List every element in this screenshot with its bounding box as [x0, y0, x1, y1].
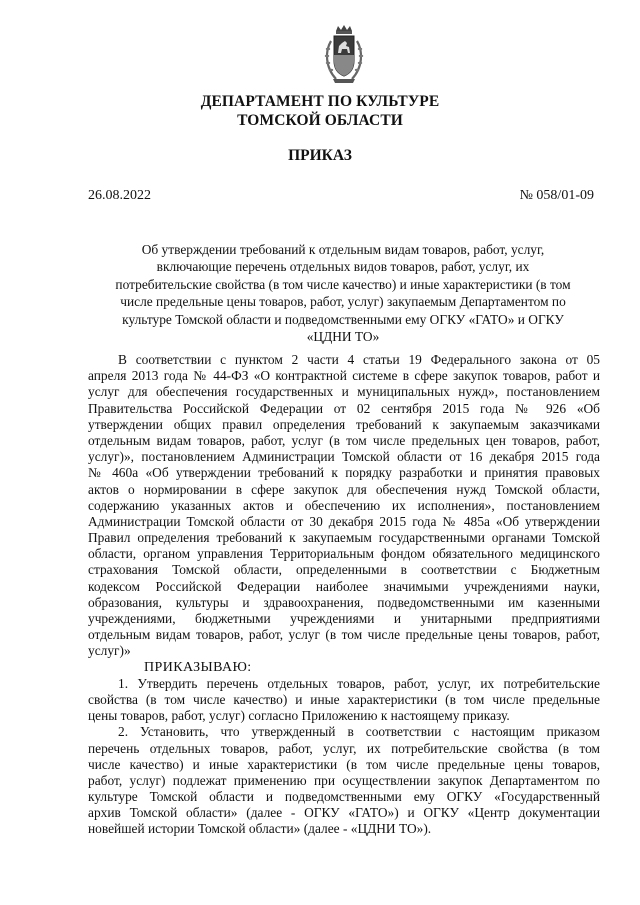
tomsk-oblast-coat-of-arms-icon	[323, 25, 365, 85]
item-line: цены товаров, работ, услуг) согласно Приложению к настоящему приказу.	[88, 708, 510, 724]
subject-line: Об утверждении требований к отдельным видам товаров, работ, услуг,	[141, 242, 545, 257]
document-number: № 058/01-09	[519, 188, 594, 203]
item-line: 2. Установить, что утвержденный в соответствии с настоящим приказом	[118, 724, 600, 740]
item-line: перечень отдельных товаров, работ, услуг, их потребительские свойства (в том	[88, 740, 600, 756]
preamble-line: страхования Томской области, определенными в соответствии с Бюджетным	[88, 562, 600, 578]
item-line: культуре Томской области и подведомственными ему ОГКУ «Государственный	[88, 789, 600, 805]
subject-line: «ЦДНИ ТО»	[306, 329, 380, 345]
subject-line: потребительские свойства (в том числе качество) и иные характеристики (в том	[115, 276, 571, 292]
preamble-line: услуг)», постановлением Администрации Томской области от 16 декабря 2015 года	[88, 449, 600, 465]
preamble-line: актов о нормировании в сфере закупок для обеспечения нужд Томской области,	[88, 481, 600, 497]
preamble-line: содержанию указанных актов и обеспечению их исполнения», постановлением	[88, 497, 600, 513]
department-name-line1: ДЕПАРТАМЕНТ ПО КУЛЬТУРЕ	[200, 93, 440, 110]
document-subject	[82, 241, 604, 345]
subject-line: числе предельные цены товаров, работ, услуг) закупаемым Департаментом по	[120, 294, 566, 310]
item-line: 1. Утвердить перечень отдельных товаров, работ, услуг, их потребительские	[118, 675, 600, 691]
document-type-title: ПРИКАЗ	[288, 147, 352, 164]
preamble-line: Администрации Томской области от 30 декабря 2015 года № 485а «Об утверждении	[88, 513, 600, 529]
preamble-paragraph	[88, 352, 600, 660]
preamble-line: Правил определения требований к закупаемым государственными органами Томской	[88, 530, 600, 546]
preamble-line: утверждении общих правил определения требований к закупаемым заказчиками	[88, 416, 600, 432]
preamble-line: апреля 2013 года № 44-ФЗ «О контрактной системе в сфере закупок товаров, работ и	[88, 368, 600, 384]
preamble-line: отдельным видам товаров, работ, услуг (в том числе предельных цен товаров, работ,	[88, 432, 600, 448]
department-name-line2: ТОМСКОЙ ОБЛАСТИ	[237, 112, 403, 129]
document-body	[88, 352, 600, 838]
preamble-line: образования, культуры и здравоохранения, подведомственными им казенными	[88, 594, 600, 610]
item-line: числе качество) и иные характеристики (в том числе предельные цены товаров,	[88, 756, 600, 772]
subject-line: культуре Томской области и подведомственными ему ОГКУ «ГАТО» и ОГКУ	[122, 311, 564, 327]
preamble-line: услуг для обеспечения государственных и муниципальных нужд», постановлением	[88, 384, 600, 400]
item-line: свойства (в том числе качество) и иные характеристики (в том числе предельные	[88, 691, 600, 707]
item-line: работ, услуг) подлежат применению при осуществлении закупок Департаментом по	[88, 772, 600, 788]
preamble-line: кодексом Российской Федерации наиболее значимыми учреждениями науки,	[88, 578, 600, 594]
preamble-line: учреждениями, бюджетными учреждениями и унитарными предприятиями	[88, 611, 600, 626]
preamble-line: № 460а «Об утверждении требований к порядку разработки и принятия правовых	[88, 465, 600, 481]
order-item-2	[88, 724, 600, 837]
subject-line: включающие перечень отдельных видов товаров, работ, услуг, их	[156, 259, 530, 275]
item-line: архив Томской области» (далее - ОГКУ «ГАТО») и ОГКУ «Центр документации	[88, 805, 600, 821]
item-line: новейшей истории Томской области» (далее - «ЦДНИ ТО»).	[88, 821, 432, 837]
preamble-line: услуг)»	[88, 643, 131, 659]
preamble-line: В соответствии с пунктом 2 части 4 статьи 19 Федерального закона от 05	[118, 352, 600, 367]
order-word: ПРИКАЗЫВАЮ:	[144, 659, 252, 675]
preamble-line: Правительства Российской Федерации от 02 сентября 2015 года № 926 «Об	[88, 400, 600, 416]
order-item-1	[88, 676, 600, 725]
document-date: 26.08.2022	[88, 188, 151, 203]
preamble-line: области, органом управления Территориальным фондом обязательного медицинского	[88, 546, 600, 562]
preamble-line: отдельным видам товаров, работ, услуг (в том числе предельные цены товаров, работ,	[88, 627, 600, 643]
